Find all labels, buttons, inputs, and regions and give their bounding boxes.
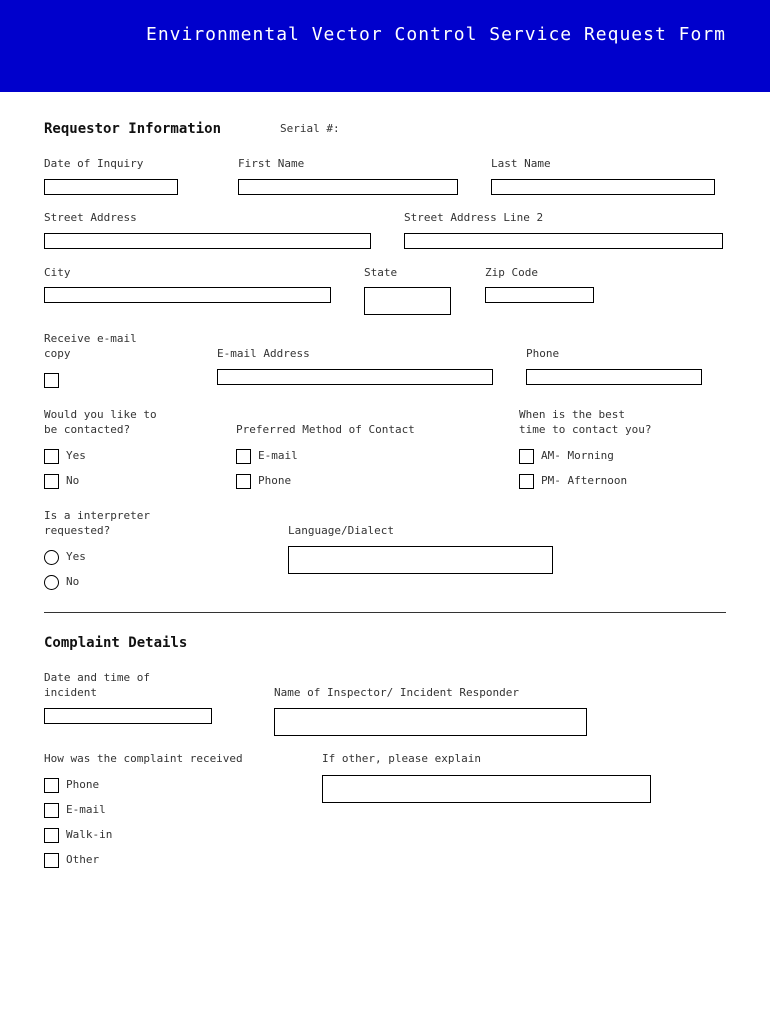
street-address-field[interactable] — [44, 233, 371, 249]
contacted-yes-checkbox[interactable] — [44, 449, 59, 464]
contacted-no-label: No — [66, 474, 80, 487]
received-email-checkbox[interactable] — [44, 803, 59, 818]
inspector-label: Name of Inspector/ Incident Responder — [274, 686, 520, 699]
best-time-label-1: When is the best — [519, 408, 625, 421]
time-pm-label: PM- Afternoon — [541, 474, 628, 487]
interpreter-no-radio[interactable] — [44, 575, 59, 590]
requestor-heading: Requestor Information — [44, 121, 222, 137]
zip-field[interactable] — [485, 287, 594, 303]
received-other-checkbox[interactable] — [44, 853, 59, 868]
receive-email-label-1: Receive e-mail — [44, 332, 137, 345]
incident-datetime-label-1: Date and time of — [44, 671, 150, 684]
state-field[interactable] — [364, 287, 451, 315]
method-email-checkbox[interactable] — [236, 449, 251, 464]
interpreter-label-2: requested? — [44, 524, 111, 537]
language-field[interactable] — [288, 546, 553, 574]
city-field[interactable] — [44, 287, 331, 303]
contacted-yes-label: Yes — [66, 449, 86, 462]
first-name-label: First Name — [238, 157, 305, 170]
interpreter-label-1: Is a interpreter — [44, 509, 150, 522]
date-of-inquiry-field[interactable] — [44, 179, 178, 195]
time-pm-checkbox[interactable] — [519, 474, 534, 489]
contacted-label-2: be contacted? — [44, 423, 131, 436]
receive-email-label-2: copy — [44, 347, 71, 360]
incident-datetime-label-2: incident — [44, 686, 97, 699]
phone-field[interactable] — [526, 369, 702, 385]
received-phone-label: Phone — [66, 778, 100, 791]
method-email-label: E-mail — [258, 449, 298, 462]
received-walkin-label: Walk-in — [66, 828, 113, 841]
zip-label: Zip Code — [485, 266, 538, 279]
received-email-label: E-mail — [66, 803, 106, 816]
state-label: State — [364, 266, 398, 279]
complaint-heading: Complaint Details — [44, 635, 188, 651]
time-am-label: AM- Morning — [541, 449, 614, 462]
method-phone-checkbox[interactable] — [236, 474, 251, 489]
header-banner — [0, 0, 770, 92]
email-address-field[interactable] — [217, 369, 493, 385]
other-explain-label: If other, please explain — [322, 752, 481, 765]
incident-datetime-field[interactable] — [44, 708, 212, 724]
interpreter-yes-radio[interactable] — [44, 550, 59, 565]
language-label: Language/Dialect — [288, 524, 394, 537]
inspector-field[interactable] — [274, 708, 587, 736]
received-phone-checkbox[interactable] — [44, 778, 59, 793]
preferred-method-label: Preferred Method of Contact — [236, 423, 415, 436]
first-name-field[interactable] — [238, 179, 458, 195]
other-explain-field[interactable] — [322, 775, 651, 803]
street-address-2-label: Street Address Line 2 — [404, 211, 544, 224]
street-address-label: Street Address — [44, 211, 137, 224]
phone-label: Phone — [526, 347, 560, 360]
form-title: Environmental Vector Control Service Request Form — [145, 24, 726, 45]
date-of-inquiry-label: Date of Inquiry — [44, 157, 144, 170]
serial-label: Serial #: — [280, 122, 340, 135]
email-address-label: E-mail Address — [217, 347, 310, 360]
received-how-label: How was the complaint received — [44, 752, 243, 765]
street-address-2-field[interactable] — [404, 233, 723, 249]
last-name-label: Last Name — [491, 157, 551, 170]
interpreter-no-label: No — [66, 575, 80, 588]
time-am-checkbox[interactable] — [519, 449, 534, 464]
contacted-label-1: Would you like to — [44, 408, 157, 421]
received-other-label: Other — [66, 853, 100, 866]
contacted-no-checkbox[interactable] — [44, 474, 59, 489]
last-name-field[interactable] — [491, 179, 715, 195]
method-phone-label: Phone — [258, 474, 292, 487]
section-divider — [44, 612, 726, 613]
interpreter-yes-label: Yes — [66, 550, 86, 563]
best-time-label-2: time to contact you? — [519, 423, 652, 436]
city-label: City — [44, 266, 71, 279]
received-walkin-checkbox[interactable] — [44, 828, 59, 843]
receive-email-checkbox[interactable] — [44, 373, 59, 388]
